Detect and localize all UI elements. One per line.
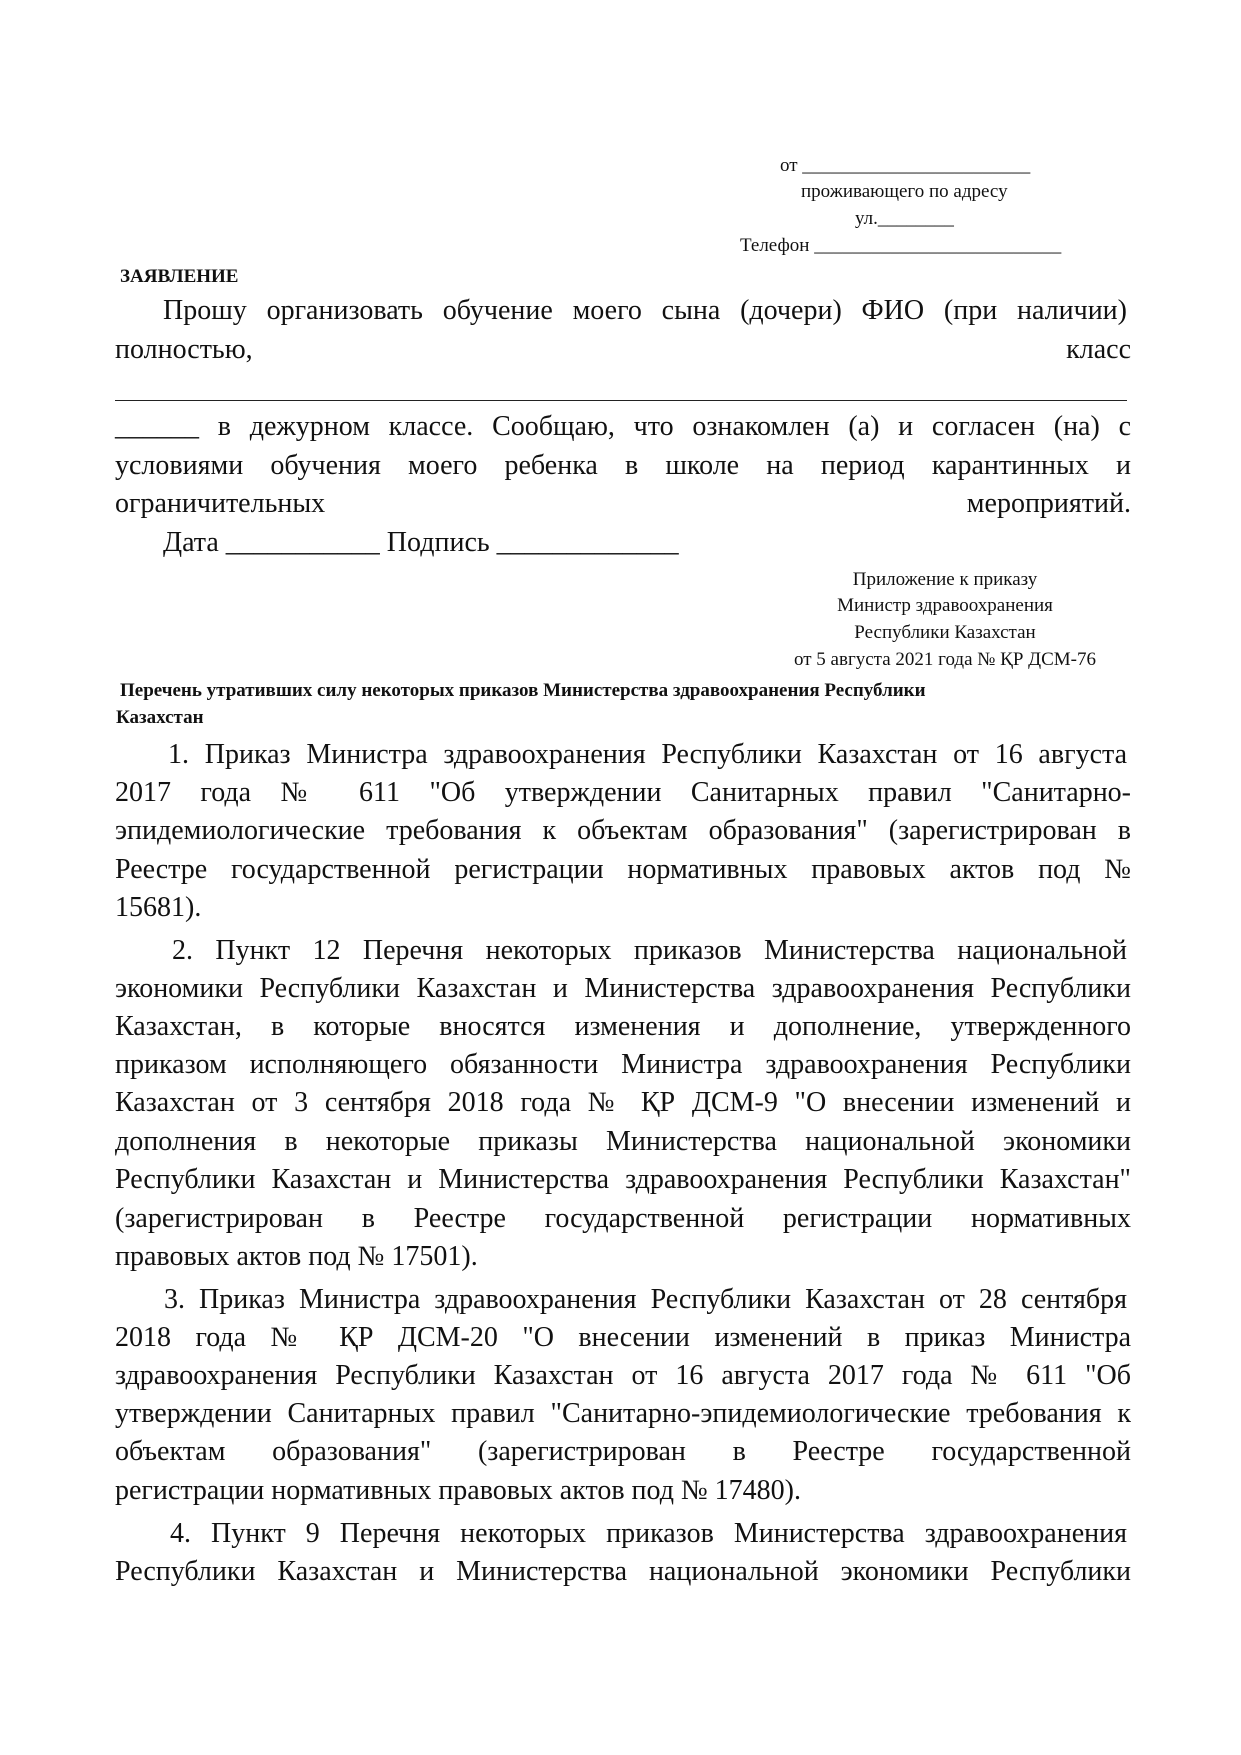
list-line: утверждении Санитарных правил "Санитарно-эпидемиологические требования к bbox=[115, 1398, 1131, 1429]
list-line: эпидемиологические требования к объектам образования" (зарегистрирован в bbox=[115, 815, 1131, 846]
list-line: Республики Казахстан и Министерства национальной экономики Республики bbox=[115, 1556, 1131, 1587]
application-line: ______ в дежурном классе. Сообщаю, что ознакомлен (а) и согласен (на) с bbox=[115, 411, 1131, 442]
from-line: от ________________________ bbox=[780, 155, 1031, 176]
street-line: ул.________ bbox=[855, 208, 954, 229]
application-line: ограничительных мероприятий. bbox=[115, 488, 1131, 519]
appendix-line: Республики Казахстан bbox=[854, 622, 1036, 643]
application-title: ЗАЯВЛЕНИЕ bbox=[120, 266, 239, 287]
list-title: Перечень утративших силу некоторых приказов Министерства здравоохранения Республики bbox=[120, 680, 926, 701]
list-line: объектам образования" (зарегистрирован в Реестре государственной bbox=[115, 1436, 1131, 1467]
list-line: 2. Пункт 12 Перечня некоторых приказов Министерства национальной bbox=[172, 935, 1127, 966]
list-line: (зарегистрирован в Реестре государственной регистрации нормативных bbox=[115, 1203, 1131, 1234]
phone-line: Телефон __________________________ bbox=[740, 235, 1062, 256]
list-line: приказом исполняющего обязанности Министра здравоохранения Республики bbox=[115, 1049, 1131, 1080]
list-line: Казахстан, в которые вносятся изменения и дополнение, утвержденного bbox=[115, 1011, 1131, 1042]
list-line: здравоохранения Республики Казахстан от 16 августа 2017 года № 611 "Об bbox=[115, 1360, 1131, 1391]
application-line: Прошу организовать обучение моего сына (дочери) ФИО (при наличии) bbox=[163, 295, 1127, 326]
list-line: 4. Пункт 9 Перечня некоторых приказов Министерства здравоохранения bbox=[170, 1518, 1127, 1549]
list-line: Республики Казахстан и Министерства здравоохранения Республики Казахстан" bbox=[115, 1164, 1131, 1195]
list-line: правовых актов под № 17501). bbox=[115, 1241, 478, 1272]
list-line: экономики Республики Казахстан и Министерства здравоохранения Республики bbox=[115, 973, 1131, 1004]
appendix-line: Приложение к приказу bbox=[852, 569, 1038, 590]
blank-underline bbox=[115, 400, 1127, 401]
address-line: проживающего по адресу bbox=[801, 181, 1008, 202]
list-line: дополнения в некоторые приказы Министерства национальной экономики bbox=[115, 1126, 1131, 1157]
list-title: Казахстан bbox=[116, 707, 204, 728]
list-line: 2018 года № ҚР ДСМ-20 "О внесении изменений в приказ Министра bbox=[115, 1322, 1131, 1353]
date-signature-line: Дата ___________ Подпись _____________ bbox=[163, 527, 679, 558]
list-line: 3. Приказ Министра здравоохранения Республики Казахстан от 28 сентября bbox=[164, 1284, 1127, 1315]
list-line: 15681). bbox=[115, 892, 202, 923]
application-line: условиями обучения моего ребенка в школе на период карантинных и bbox=[115, 450, 1131, 481]
appendix-line: от 5 августа 2021 года № ҚР ДСМ-76 bbox=[794, 649, 1096, 670]
list-line: 2017 года № 611 "Об утверждении Санитарных правил "Санитарно- bbox=[115, 777, 1131, 808]
list-line: регистрации нормативных правовых актов под № 17480). bbox=[115, 1475, 801, 1506]
list-line: Реестре государственной регистрации нормативных правовых актов под № bbox=[115, 854, 1131, 885]
list-line: Казахстан от 3 сентября 2018 года № ҚР ДСМ-9 "О внесении изменений и bbox=[115, 1087, 1131, 1118]
application-line: полностью, класс bbox=[115, 334, 1131, 365]
appendix-line: Министр здравоохранения bbox=[837, 595, 1053, 616]
list-line: 1. Приказ Министра здравоохранения Республики Казахстан от 16 августа bbox=[168, 739, 1127, 770]
